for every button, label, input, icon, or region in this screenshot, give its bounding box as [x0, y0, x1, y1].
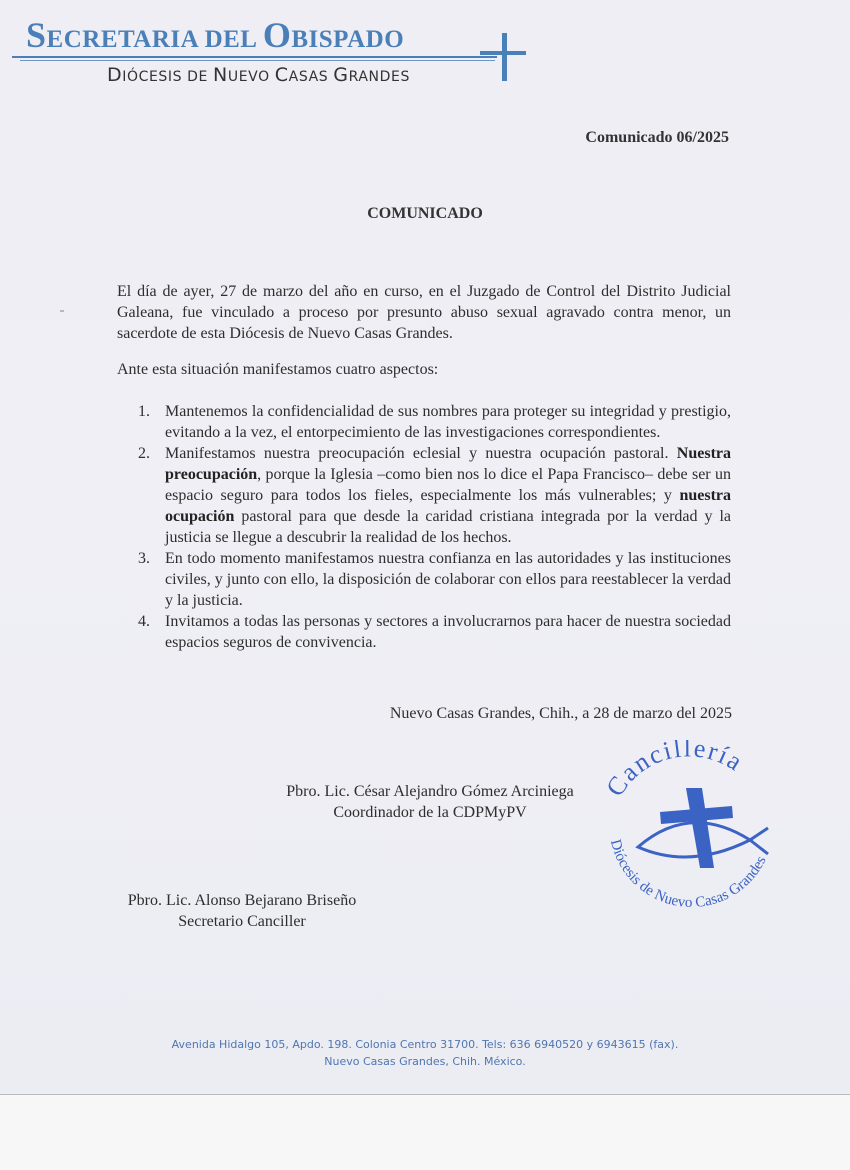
paragraph-intro: El día de ayer, 27 de marzo del año en curso, en el Juzgado de Control del Distrito Judicial Galeana, fue vinculado a proceso por presunto abuso sexual agravado contra menor, un sacerdote de esta Diócesis de Nuevo Casas Grandes. — [117, 283, 731, 342]
list-item — [138, 548, 731, 611]
cross-icon-horizontal — [480, 51, 526, 55]
subtitle-part: IÓCESIS DE — [122, 69, 214, 85]
letterhead-subtitle — [107, 64, 410, 86]
stamp-top-textpath: Cancillería — [600, 740, 749, 802]
list-item — [138, 611, 731, 653]
subtitle-cap: C — [274, 64, 289, 86]
footer-city: Nuevo Casas Grandes, Chih. México. — [324, 1055, 526, 1068]
letterhead-rule-thin — [20, 60, 495, 61]
scan-speck — [60, 310, 64, 312]
chancery-stamp — [590, 740, 790, 930]
list-item-text: Mantenemos la confidencialidad de sus nombres para proteger su integridad y prestigio, evitando a la vez, el entorpecimiento de las investigaciones correspondientes. — [165, 403, 731, 441]
aspects-list — [138, 401, 731, 653]
signature-block-coordinator — [270, 781, 590, 823]
subtitle-part: ASAS — [288, 69, 334, 85]
communique-number: Comunicado 06/2025 — [585, 129, 729, 146]
stamp-bottom-textpath: Diócesis de Nuevo Casas Grandes — [606, 837, 770, 912]
list-number: 1. — [138, 403, 150, 420]
list-number: 2. — [138, 445, 150, 462]
title-part-2: BISPADO — [291, 26, 405, 53]
list-item-text: En todo momento manifestamos nuestra confianza en las autoridades y las instituciones civiles, y junto con ello, la disposición de colaborar con ellos para reestablecer la verdad y la justicia. — [165, 550, 732, 609]
cross-icon-vertical — [502, 33, 507, 81]
fish-cross-icon — [638, 788, 768, 868]
scan-margin — [0, 1095, 850, 1170]
list-item-text: Invitamos a todas las personas y sectores a involucrarnos para hacer de nuestra sociedad espacios seguros de convivencia. — [165, 613, 731, 651]
list-item-bold: Nuestra preocupación — [165, 445, 731, 483]
list-item — [138, 443, 731, 548]
subtitle-cap: G — [333, 64, 349, 86]
letterhead-title — [26, 14, 404, 56]
place-date: Nuevo Casas Grandes, Chih., a 28 de marzo del 2025 — [389, 705, 732, 722]
list-item-text: Manifestamos nuestra preocupación eclesial y nuestra ocupación pastoral. — [165, 445, 677, 462]
signature-block-secretary — [102, 890, 382, 932]
stamp-top-text — [600, 740, 749, 801]
document-heading: COMUNICADO — [367, 205, 483, 222]
letterhead-footer — [0, 1036, 850, 1070]
list-item-bold: nuestra ocupación — [165, 487, 731, 525]
subtitle-part: UEVO — [227, 69, 275, 85]
stamp-bottom-text — [607, 838, 770, 911]
subtitle-part: RANDES — [348, 69, 410, 85]
title-initial-s: S — [26, 15, 47, 55]
signatory-role: Secretario Canciller — [178, 913, 306, 930]
list-number: 3. — [138, 550, 150, 567]
list-item-text: , porque la Iglesia –como bien nos lo dice el Papa Francisco– debe ser un espacio seguro para todos los fieles, especialmente los más vulnerables; y — [165, 466, 731, 504]
subtitle-cap: N — [213, 64, 228, 86]
signatory-role: Coordinador de la CDPMyPV — [333, 804, 527, 821]
title-initial-o: O — [262, 15, 292, 55]
footer-address: Avenida Hidalgo 105, Apdo. 198. Colonia Centro 31700. Tels: 636 6940520 y 6943615 (fax). — [171, 1038, 679, 1051]
list-item-text: pastoral para que desde la caridad cristiana integrada por la verdad y la justicia se llegue a descubrir la realidad de los hechos. — [165, 508, 731, 546]
title-part-1: ECRETARIA DEL — [46, 26, 263, 53]
signatory-name: Pbro. Lic. César Alejandro Gómez Arciniega — [286, 783, 574, 800]
paragraph-aspects: Ante esta situación manifestamos cuatro aspectos: — [117, 361, 439, 378]
subtitle-cap: D — [107, 64, 123, 86]
list-item — [138, 401, 731, 443]
signatory-name: Pbro. Lic. Alonso Bejarano Briseño — [127, 892, 357, 909]
list-number: 4. — [138, 613, 150, 630]
letterhead-rule — [12, 56, 497, 58]
